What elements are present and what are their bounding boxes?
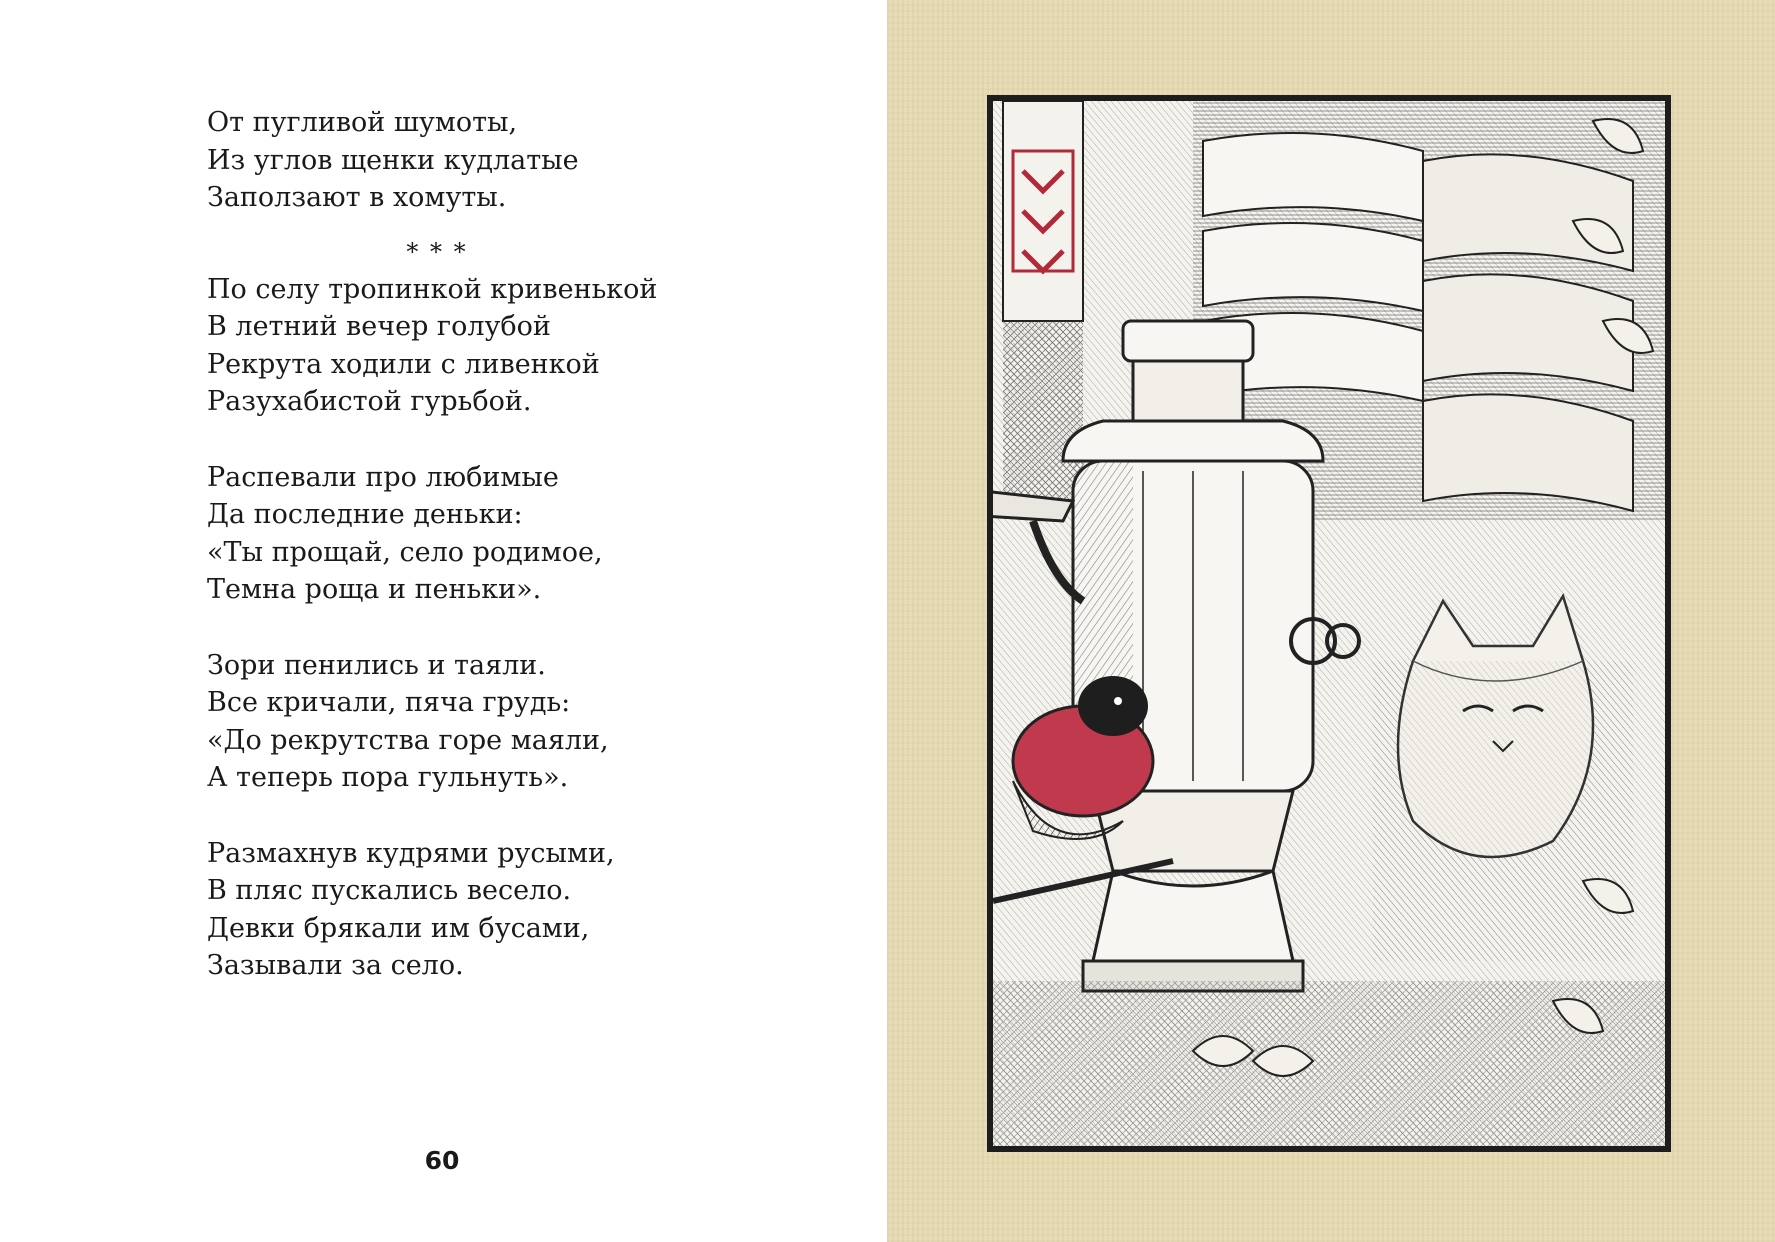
poem-line: Рекрута ходили с ливенкой [207, 348, 600, 380]
poem-line: В летний вечер голубой [207, 311, 551, 342]
poem-line: «До рекрутства горе маяли, [207, 724, 609, 756]
poem-line: Девки брякали им бусами, [207, 912, 590, 944]
poem [207, 104, 847, 1023]
illustration [987, 95, 1671, 1152]
poem-line: Зазывали за село. [207, 950, 464, 981]
poem-line: Все кричали, пяча грудь: [207, 687, 571, 718]
poem-line: Да последние деньки: [207, 499, 523, 530]
poem-line: Из углов щенки кудлатые [207, 144, 579, 176]
poem-line: «Ты прощай, село родимое, [207, 536, 603, 568]
stanza-separator: * * * [406, 237, 468, 266]
stanza [207, 835, 847, 985]
poem-line: Темна роща и пеньки». [207, 574, 542, 605]
stanza [207, 104, 847, 217]
stanza [207, 647, 847, 797]
poem-line: Разухабистой гурьбой. [207, 386, 532, 417]
poem-line: Зори пенились и таяли. [207, 649, 546, 681]
poem-line: Размахнув кудрями русыми, [207, 837, 615, 869]
poem-line: Заползают в хомуты. [207, 182, 507, 213]
poem-line: Распевали про любимые [207, 461, 559, 493]
left-page [0, 0, 887, 1242]
stanza [207, 459, 847, 609]
poem-line: От пугливой шумоты, [207, 107, 518, 138]
stanza [207, 271, 847, 421]
poem-line: В пляс пускались весело. [207, 875, 572, 906]
poem-line: А теперь пора гульнуть». [207, 762, 569, 793]
poem-line: По селу тропинкой кривенькой [207, 273, 658, 305]
page-number: 60 [424, 1146, 460, 1175]
